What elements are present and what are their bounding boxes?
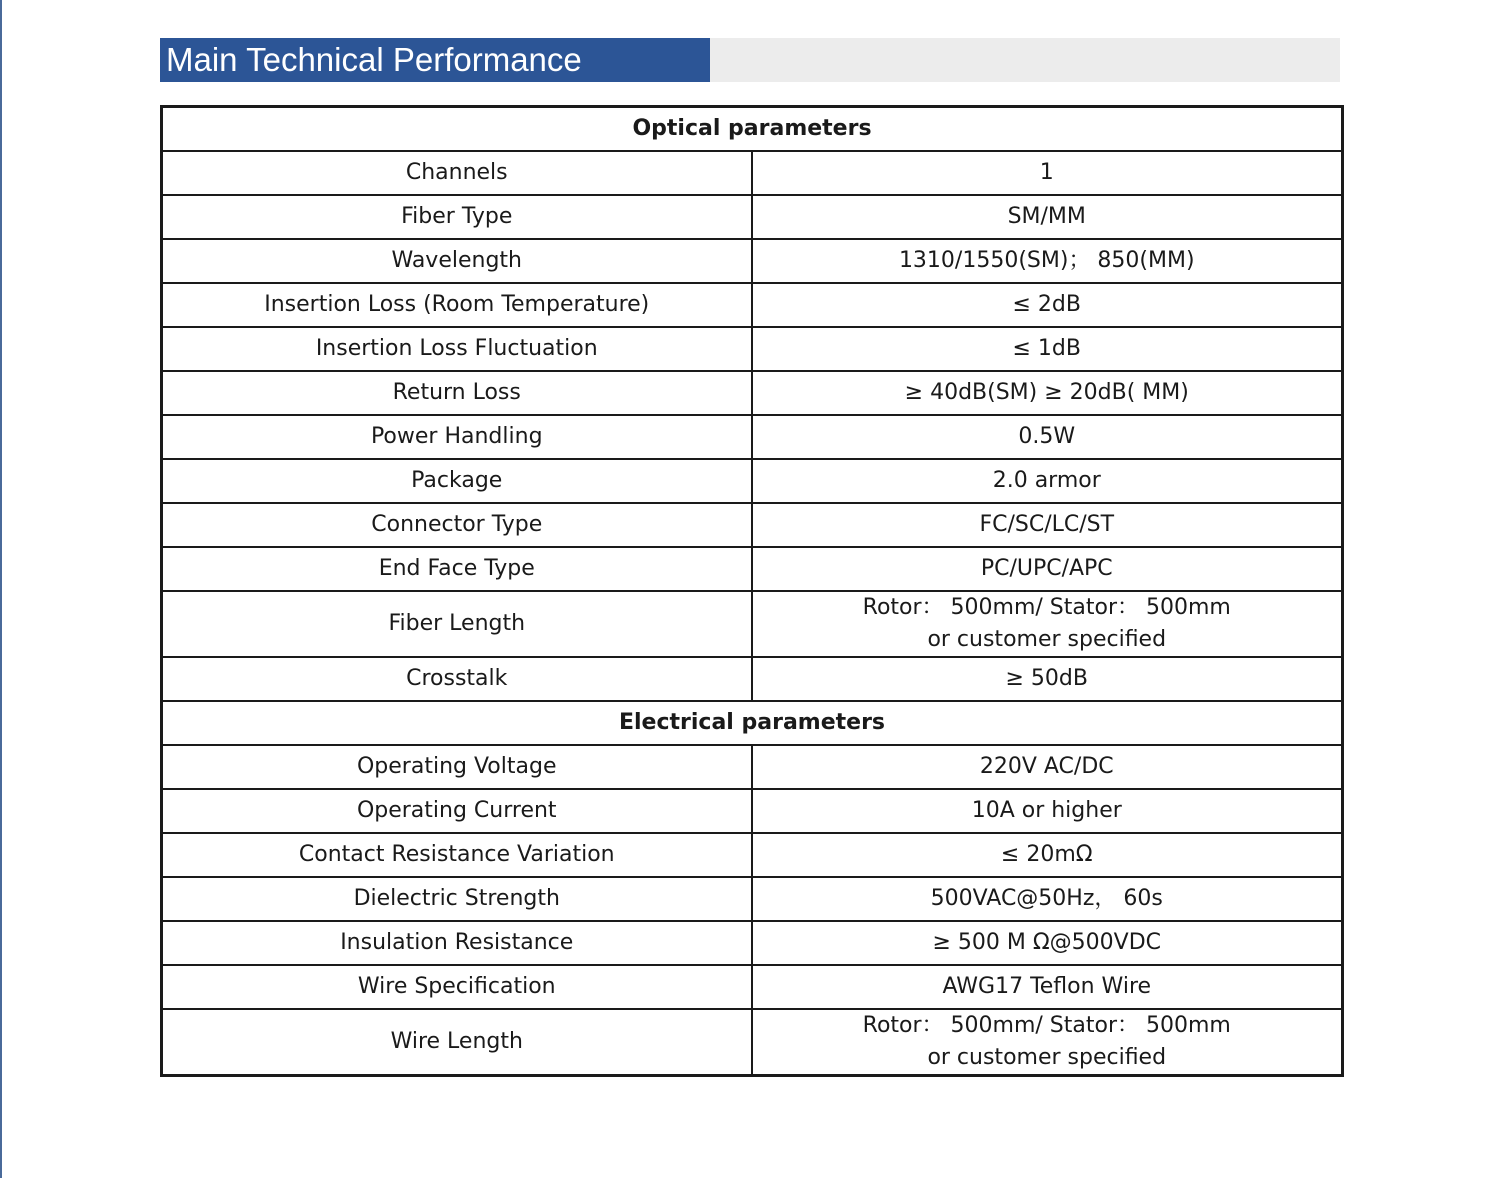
section-title: Main Technical Performance	[160, 38, 710, 82]
table-row	[162, 239, 1343, 283]
param-value-line: or customer specified	[927, 627, 1167, 652]
table-row	[162, 965, 1343, 1009]
table-row	[162, 283, 1343, 327]
table-row	[162, 657, 1343, 701]
table-row	[162, 503, 1343, 547]
param-label: Operating Voltage	[162, 745, 752, 789]
param-label: Power Handling	[162, 415, 752, 459]
param-label: End Face Type	[162, 547, 752, 591]
param-label: Insertion Loss Fluctuation	[162, 327, 752, 371]
param-value: 2.0 armor	[752, 459, 1343, 503]
electrical-parameters-heading: Electrical parameters	[162, 701, 1343, 745]
param-label: Package	[162, 459, 752, 503]
param-value: PC/UPC/APC	[752, 547, 1343, 591]
param-value: FC/SC/LC/ST	[752, 503, 1343, 547]
section-header-row	[162, 701, 1343, 745]
table-row	[162, 745, 1343, 789]
param-value-line: Rotor： 500mm/ Stator： 500mm	[862, 595, 1231, 620]
param-label: Insulation Resistance	[162, 921, 752, 965]
param-label: Operating Current	[162, 789, 752, 833]
table-row	[162, 1009, 1343, 1076]
param-value: 1	[752, 151, 1343, 195]
param-label: Crosstalk	[162, 657, 752, 701]
table-row	[162, 459, 1343, 503]
param-label: Contact Resistance Variation	[162, 833, 752, 877]
table-row	[162, 591, 1343, 657]
table-row	[162, 195, 1343, 239]
param-label: Channels	[162, 151, 752, 195]
param-label: Wavelength	[162, 239, 752, 283]
table-row	[162, 921, 1343, 965]
page-left-border	[0, 0, 2, 1178]
table-row	[162, 371, 1343, 415]
param-label: Fiber Length	[162, 591, 752, 657]
param-label: Wire Length	[162, 1009, 752, 1076]
param-label: Connector Type	[162, 503, 752, 547]
param-label: Wire Specification	[162, 965, 752, 1009]
table-row	[162, 327, 1343, 371]
optical-parameters-heading: Optical parameters	[162, 107, 1343, 152]
param-value: AWG17 Teflon Wire	[752, 965, 1343, 1009]
param-value: 0.5W	[752, 415, 1343, 459]
param-label: Dielectric Strength	[162, 877, 752, 921]
param-value: 1310/1550(SM)； 850(MM)	[752, 239, 1343, 283]
param-value	[752, 591, 1343, 657]
param-value-line: Rotor： 500mm/ Stator： 500mm	[862, 1013, 1231, 1038]
table-row	[162, 833, 1343, 877]
param-value: ≤ 1dB	[752, 327, 1343, 371]
param-value: 500VAC@50Hz， 60s	[752, 877, 1343, 921]
param-value-line: or customer specified	[927, 1045, 1167, 1070]
param-label: Return Loss	[162, 371, 752, 415]
technical-spec-table	[160, 105, 1344, 1077]
table-row	[162, 151, 1343, 195]
param-value: ≤ 20mΩ	[752, 833, 1343, 877]
param-value: ≥ 500 M Ω@500VDC	[752, 921, 1343, 965]
table-row	[162, 877, 1343, 921]
section-banner	[160, 38, 1340, 82]
param-value: ≥ 50dB	[752, 657, 1343, 701]
param-value: SM/MM	[752, 195, 1343, 239]
section-header-row	[162, 107, 1343, 152]
table-row	[162, 547, 1343, 591]
param-value	[752, 1009, 1343, 1076]
param-value: 220V AC/DC	[752, 745, 1343, 789]
param-value: ≥ 40dB(SM) ≥ 20dB( MM)	[752, 371, 1343, 415]
table-row	[162, 789, 1343, 833]
table-row	[162, 415, 1343, 459]
param-label: Fiber Type	[162, 195, 752, 239]
param-value: ≤ 2dB	[752, 283, 1343, 327]
param-value: 10A or higher	[752, 789, 1343, 833]
param-label: Insertion Loss (Room Temperature)	[162, 283, 752, 327]
